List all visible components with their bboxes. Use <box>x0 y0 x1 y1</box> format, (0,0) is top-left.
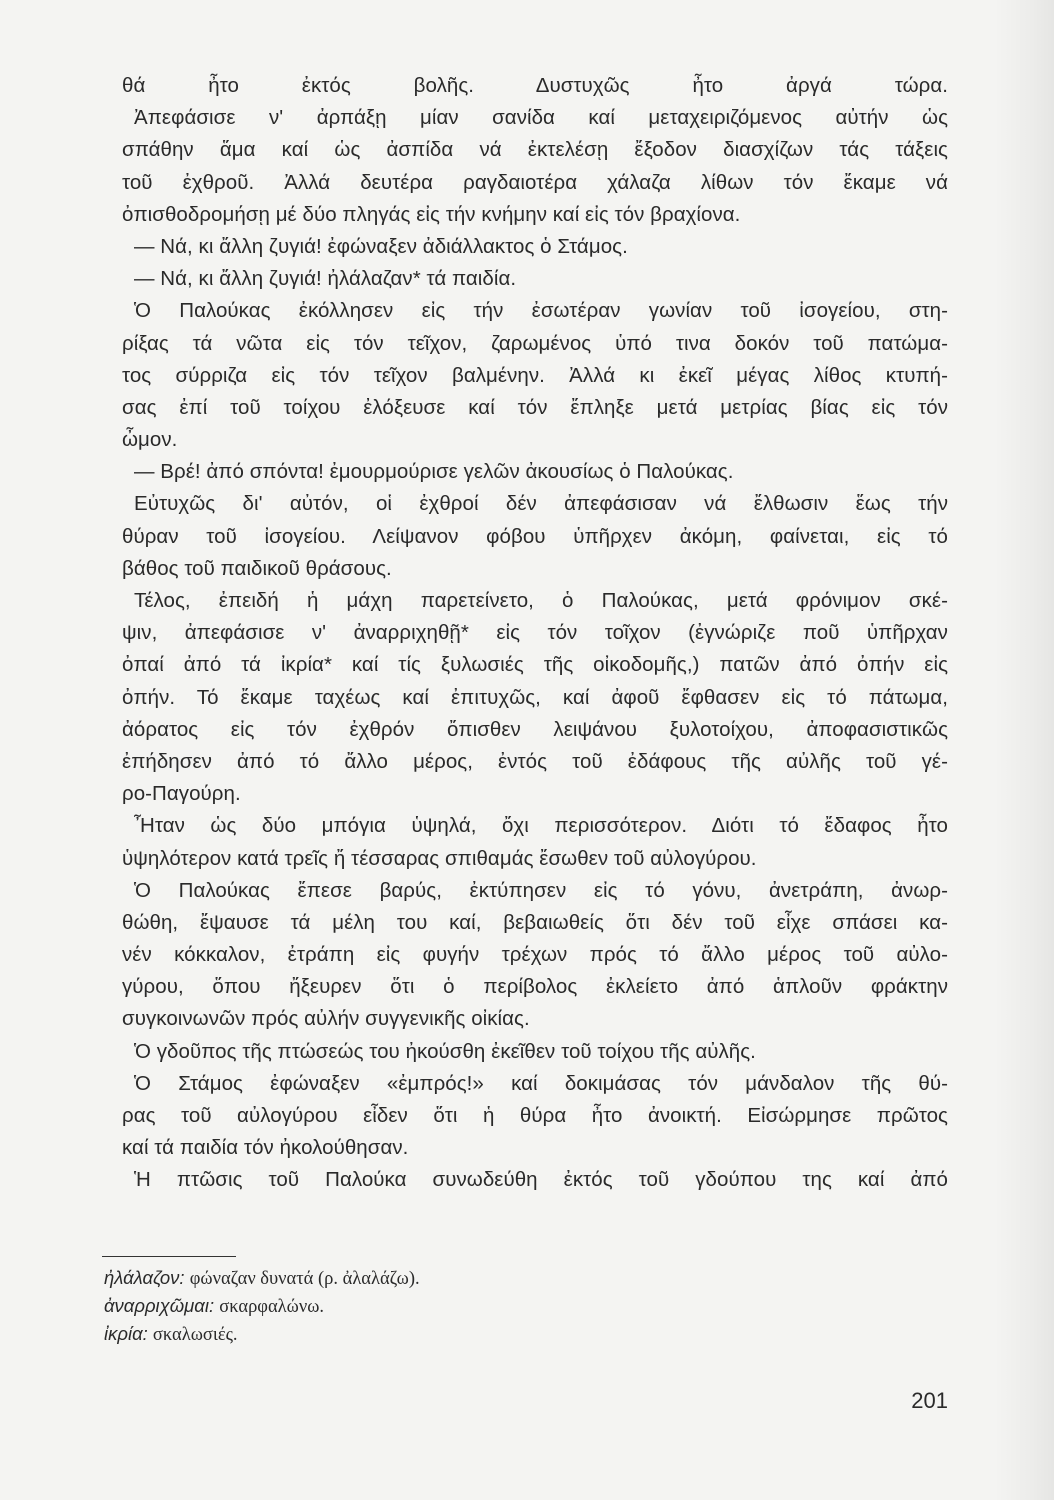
text-line: ὀπήν. Τό ἔκαμε ταχέως καί ἐπιτυχῶς, καί ἀφοῦ ἔφθασεν εἰς τό πάτωμα, <box>122 685 948 709</box>
text-line: ψιν, ἀπεφάσισε ν' ἀναρριχηθῇ* εἰς τόν τοῖχον (ἐγνώριζε ποῦ ὑπῆρχαν <box>122 621 948 645</box>
text-line: ρας τοῦ αὐλογύρου εἶδεν ὅτι ἡ θύρα ἦτο ἀνοικτή. Εἰσώρμησε πρῶτος <box>122 1104 948 1127</box>
text-line: Ἀπεφάσισε ν' ἀρπάξῃ μίαν σανίδα καί μεταχειριζόμενος αὐτήν ὡς <box>134 106 948 130</box>
text-line: τος σύρριζα εἰς τόν τεῖχον βαλμένην. Ἀλλά κι ἐκεῖ μέγας λίθος κτυπή- <box>122 363 948 387</box>
text-line: ὦμον. <box>122 428 178 452</box>
footnote-term: ἀναρριχῶμαι: <box>104 1295 215 1316</box>
footnote-definition: σκαρφαλώνω. <box>219 1297 324 1317</box>
text-line: θά ἦτο ἐκτός βολῆς. Δυστυχῶς ἦτο ἀργά τώρα. <box>122 74 948 97</box>
text-line: ὀπαί ἀπό τά ἰκρία* καί τίς ξυλωσιές τῆς οἰκοδομῆς,) πατῶν ἀπό ὀπήν εἰς <box>122 653 948 677</box>
footnote <box>104 1320 704 1348</box>
footnote-term: ἰκρία: <box>104 1323 148 1344</box>
text-line: ἀόρατος εἰς τόν ἐχθρόν ὄπισθεν λειψάνου ξυλοτοίχου, ἀποφασιστικῶς <box>122 717 948 741</box>
text-line: σπάθην ἅμα καί ὡς ἀσπίδα νά ἐκτελέσῃ ἔξοδον διασχίζων τάς τάξεις <box>122 138 948 162</box>
text-line: Ὁ Στάμος ἐφώναξεν «ἐμπρός!» καί δοκιμάσας τόν μάνδαλον τῆς θύ- <box>134 1071 948 1095</box>
footnotes <box>104 1264 704 1348</box>
body-text <box>122 70 948 1197</box>
page-edge-shadow <box>994 0 1054 1500</box>
footnote-definition: φώναζαν δυνατά (ρ. ἀλαλάζω). <box>189 1269 420 1289</box>
text-line: τοῦ ἐχθροῦ. Ἀλλά δευτέρα ραγδαιοτέρα χάλαζα λίθων τόν ἔκαμε νά <box>122 170 948 194</box>
text-line: βάθος τοῦ παιδικοῦ θράσους. <box>122 556 392 580</box>
text-line: σας ἐπί τοῦ τοίχου ἐλόξευσε καί τόν ἔπληξε μετά μετρίας βίας εἰς τόν <box>122 395 948 419</box>
text-line: Εὐτυχῶς δι' αὐτόν, οἱ ἐχθροί δέν ἀπεφάσισαν νά ἔλθωσιν ἕως τήν <box>134 492 948 516</box>
text-line: ὀπισθοδρομήσῃ μέ δύο πληγάς εἰς τήν κνήμην καί εἰς τόν βραχίονα. <box>122 202 741 226</box>
text-line: συγκοινωνῶν πρός αὐλήν συγγενικῆς οἰκίας. <box>122 1007 530 1031</box>
text-line: νέν κόκκαλον, ἐτράπη εἰς φυγήν τρέχων πρός τό ἄλλο μέρος τοῦ αὐλο- <box>122 943 948 967</box>
text-line: γύρου, ὅπου ἤξευρεν ὅτι ὁ περίβολος ἐκλείετο ἀπό ἁπλοῦν φράκτην <box>122 975 948 999</box>
text-line: θώθη, ἔψαυσε τά μέλη του καί, βεβαιωθείς ὅτι δέν τοῦ εἶχε σπάσει κα- <box>122 910 948 934</box>
text-line: ὑψηλότερον κατά τρεῖς ἤ τέσσαρας σπιθαμάς ἔσωθεν τοῦ αὐλογύρου. <box>122 846 757 870</box>
text-line: Τέλος, ἐπειδή ἡ μάχη παρετείνετο, ὁ Παλούκας, μετά φρόνιμον σκέ- <box>134 589 948 612</box>
footnote <box>104 1292 704 1320</box>
text-line: ρο-Παγούρη. <box>122 782 241 806</box>
footnote-definition: σκαλωσιές. <box>152 1325 238 1345</box>
text-line: ρίξας τά νῶτα εἰς τόν τεῖχον, ζαρωμένος ὑπό τινα δοκόν τοῦ πατώμα- <box>122 331 948 355</box>
text-line: — Νά, κι ἄλλη ζυγιά! ἐφώναξεν ἀδιάλλακτος ὁ Στάμος. <box>134 234 628 258</box>
footnote <box>104 1264 704 1292</box>
text-line: — Βρέ! ἀπό σπόντα! ἐμουρμούρισε γελῶν ἀκουσίως ὁ Παλούκας. <box>134 460 734 484</box>
footnote-term: ἠλάλαζον: <box>104 1267 185 1288</box>
text-line: Ὁ γδοῦπος τῆς πτώσεώς του ἠκούσθη ἐκεῖθεν τοῦ τοίχου τῆς αὐλῆς. <box>134 1039 756 1063</box>
text-line: — Νά, κι ἄλλη ζυγιά! ἠλάλαζαν* τά παιδία. <box>134 267 517 291</box>
text-line: θύραν τοῦ ἰσογείου. Λείψανον φόβου ὑπῆρχεν ἀκόμη, φαίνεται, εἰς τό <box>122 524 948 548</box>
text-line: Ὁ Παλούκας ἔπεσε βαρύς, ἐκτύπησεν εἰς τό γόνυ, ἀνετράπη, ἀνωρ- <box>134 878 948 902</box>
text-line: Ἦταν ὡς δύο μπόγια ὑψηλά, ὄχι περισσότερον. Διότι τό ἔδαφος ἦτο <box>134 814 948 838</box>
text-line: Ὁ Παλούκας ἐκόλλησεν εἰς τήν ἐσωτέραν γωνίαν τοῦ ἰσογείου, στη- <box>134 299 948 323</box>
text-line: καί τά παιδία τόν ἠκολούθησαν. <box>122 1136 409 1160</box>
page-number: 201 <box>911 1388 948 1413</box>
footnote-divider <box>102 1256 236 1257</box>
text-line: ἐπήδησεν ἀπό τό ἄλλο μέρος, ἐντός τοῦ ἐδάφους τῆς αὐλῆς τοῦ γέ- <box>122 749 948 773</box>
text-line: Ἡ πτῶσις τοῦ Παλούκα συνωδεύθη ἐκτός τοῦ γδούπου της καί ἀπό <box>134 1168 948 1192</box>
